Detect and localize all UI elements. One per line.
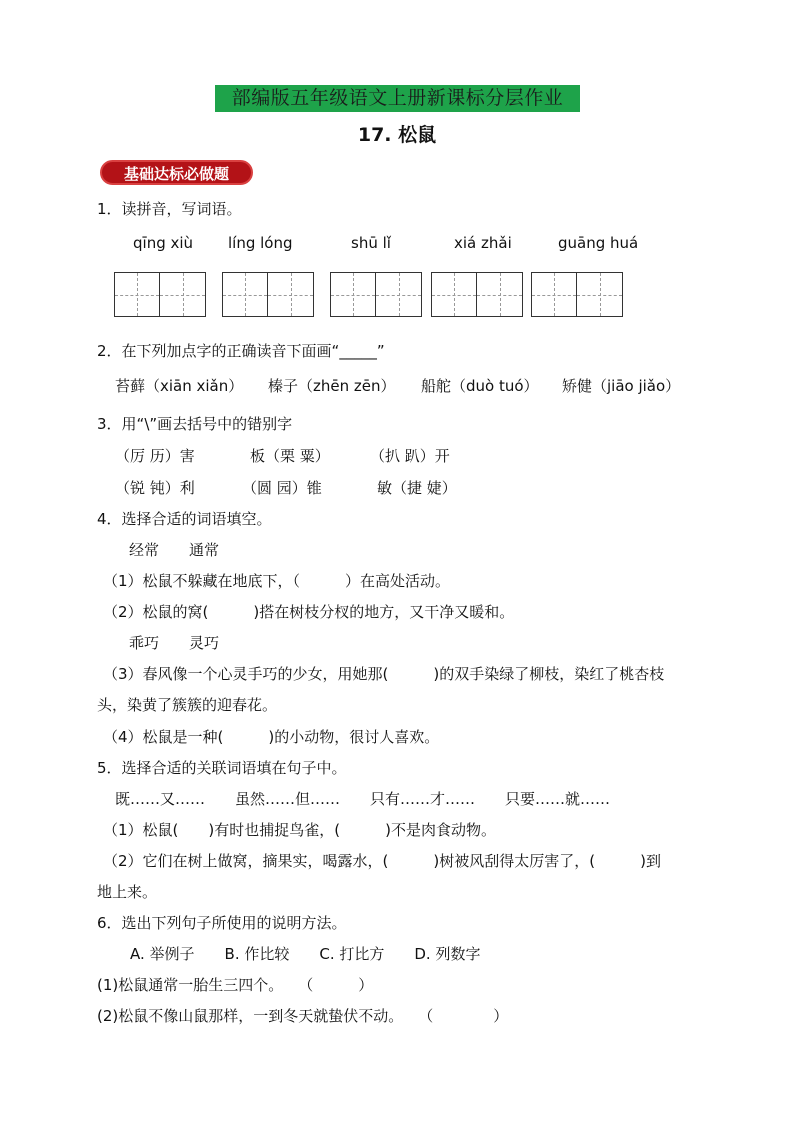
series-banner: 部编版五年级语文上册新课标分层作业 <box>215 85 580 112</box>
q4-prompt: 4．选择合适的词语填空。 <box>97 510 272 528</box>
q5-sentence-2a: （2）它们在树上做窝，摘果实，喝露水，( )树被风刮得太厉害了，( )到 <box>103 852 661 870</box>
q2-item-4: 矫健（jiāo jiǎo） <box>562 377 681 395</box>
q4-word-options-2: 乖巧 灵巧 <box>129 634 220 652</box>
q3-r2-item-3: 敏（捷 婕） <box>377 479 457 497</box>
q4-word-options-1: 经常 通常 <box>129 541 220 559</box>
q6-options: A. 举例子 B. 作比较 C. 打比方 D. 列数字 <box>130 945 481 963</box>
q4-sentence-1: （1）松鼠不躲藏在地底下，（ ）在高处活动。 <box>103 572 451 590</box>
writing-grid-5[interactable] <box>531 272 623 317</box>
q5-sentence-1: （1）松鼠( )有时也捕捉鸟雀，( )不是肉食动物。 <box>103 821 496 839</box>
q1-prompt: 1．读拼音，写词语。 <box>97 200 242 218</box>
q2-prompt: 2．在下列加点字的正确读音下面画“_____” <box>97 342 385 360</box>
q5-sentence-2b: 地上来。 <box>97 883 158 901</box>
q3-prompt: 3．用“\”画去括号中的错别字 <box>97 415 293 433</box>
writing-grid-4[interactable] <box>431 272 523 317</box>
q6-sentence-1: (1)松鼠通常一胎生三四个。 （ ） <box>97 976 374 994</box>
writing-grid-3[interactable] <box>330 272 422 317</box>
q3-r1-item-1: （厉 历）害 <box>115 447 195 465</box>
q2-item-1: 苔藓（xiān xiǎn） <box>115 377 244 395</box>
pinyin-4: xiá zhǎi <box>454 234 512 252</box>
q4-sentence-3a: （3）春风像一个心灵手巧的少女，用她那( )的双手染绿了柳枝，染红了桃杏枝 <box>103 665 665 683</box>
q6-sentence-2: (2)松鼠不像山鼠那样，一到冬天就蛰伏不动。 （ ） <box>97 1007 509 1025</box>
lesson-title: 17. 松鼠 <box>357 124 437 146</box>
q3-r1-item-3: （扒 趴）开 <box>370 447 450 465</box>
q3-r2-item-2: （圆 园）锥 <box>242 479 322 497</box>
q4-sentence-3b: 头，染黄了簇簇的迎春花。 <box>97 696 278 714</box>
pinyin-5: guāng huá <box>558 234 639 252</box>
section-pill: 基础达标必做题 <box>100 160 253 185</box>
pinyin-2: líng lóng <box>228 234 293 252</box>
writing-grid-1[interactable] <box>114 272 206 317</box>
q4-sentence-4: （4）松鼠是一种( )的小动物，很讨人喜欢。 <box>103 728 440 746</box>
pinyin-1: qīng xiù <box>133 234 194 252</box>
q2-item-3: 船舵（duò tuó） <box>421 377 539 395</box>
q5-options: 既……又…… 虽然……但…… 只有……才…… 只要……就…… <box>115 790 611 808</box>
writing-grid-2[interactable] <box>222 272 314 317</box>
q3-r2-item-1: （锐 钝）利 <box>115 479 195 497</box>
q6-prompt: 6．选出下列句子所使用的说明方法。 <box>97 914 347 932</box>
q5-prompt: 5．选择合适的关联词语填在句子中。 <box>97 759 347 777</box>
q4-sentence-2: （2）松鼠的窝( )搭在树枝分杈的地方，又干净又暖和。 <box>103 603 515 621</box>
pinyin-3: shū lǐ <box>351 234 391 252</box>
q2-item-2: 榛子（zhēn zēn） <box>268 377 396 395</box>
q3-r1-item-2: 板（栗 粟） <box>250 447 330 465</box>
